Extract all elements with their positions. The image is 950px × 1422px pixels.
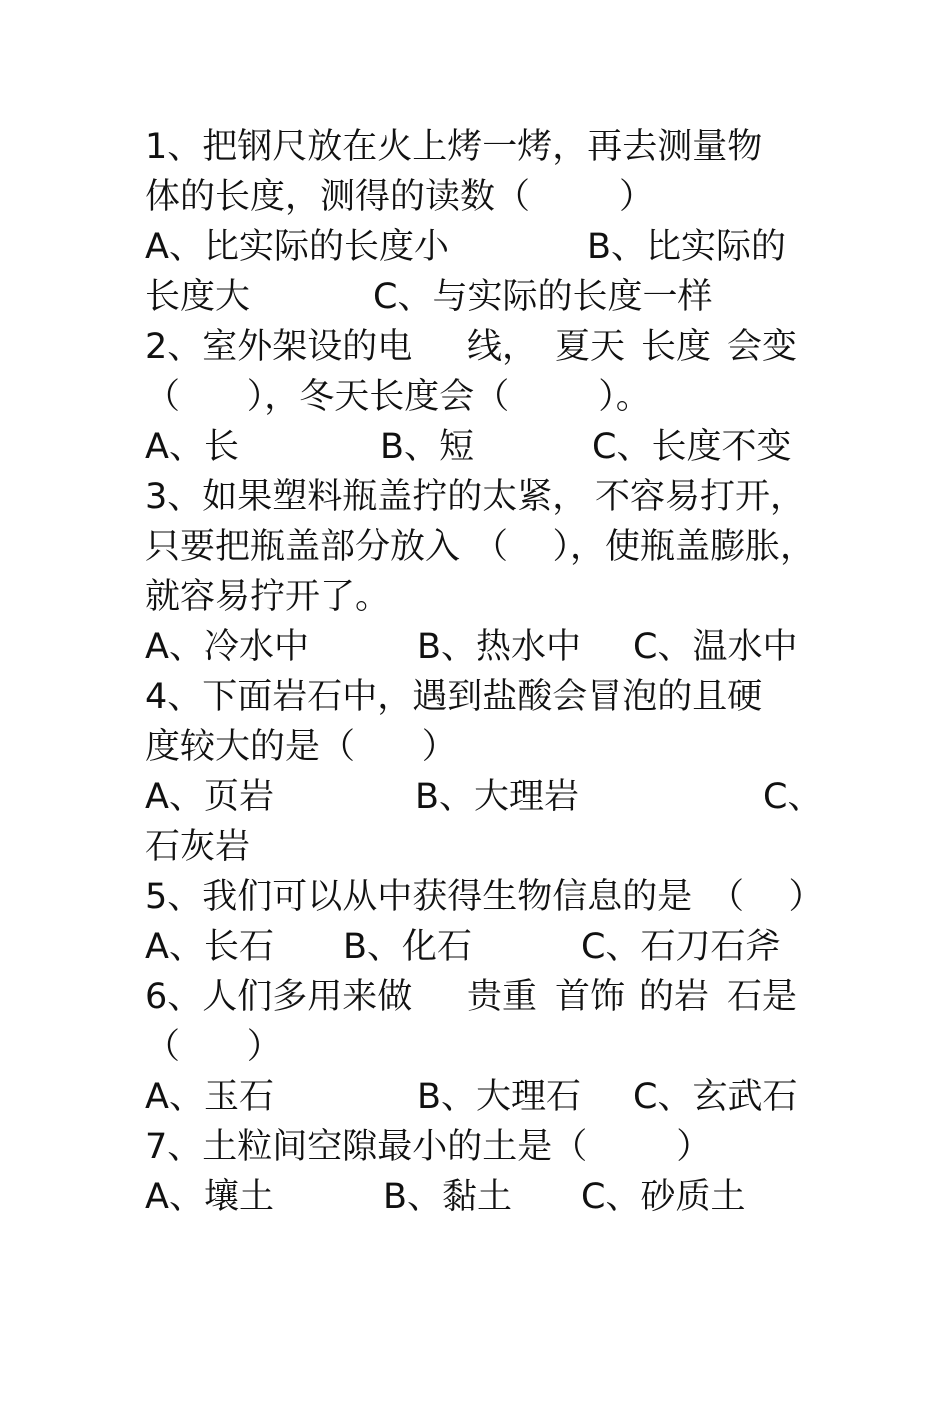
- q6-stem-text-2: （ ）: [145, 1027, 282, 1067]
- q1-stem-text-2: 体的长度，测得的读数（ ）: [145, 177, 655, 217]
- q4-option-b: B、大理岩: [415, 777, 580, 817]
- q6-option-c: C、玄武石: [633, 1077, 798, 1117]
- q2-option-a: A、长: [145, 427, 239, 467]
- q6-stem-text-a: 6、人们多用来做: [145, 977, 413, 1017]
- q3-option-a: A、冷水中: [145, 627, 309, 667]
- q1-stem-line-2: [145, 172, 654, 222]
- q1-stem-text-1: 1、把钢尺放在火上烤一烤，再去测量物: [145, 127, 763, 167]
- q3-option-c: C、温水中: [633, 627, 798, 667]
- q3-stem-text-a: 3、如果塑料瓶盖拧的太紧，: [145, 477, 588, 517]
- q5-stem-text-b: （ ）: [709, 877, 824, 917]
- q6-stem-text-b: 贵重: [467, 977, 538, 1017]
- q4-option-a: A、页岩: [145, 777, 274, 817]
- q2-stem-text-e: 会变: [727, 327, 798, 367]
- q3-stem-text-d: （ ），使瓶盖膨胀，: [473, 527, 816, 567]
- q4-options-line-2: [145, 822, 250, 872]
- q7-stem-text: 7、土粒间空隙最小的土是（ ）: [145, 1127, 712, 1167]
- q5-option-a: A、长石: [145, 927, 274, 967]
- q7-option-b: B、黏土: [383, 1177, 513, 1217]
- q2-option-c: C、长度不变: [592, 427, 792, 467]
- q4-stem-text-2: 度较大的是（ ）: [145, 727, 457, 767]
- q1-option-b: B、比实际的: [587, 227, 787, 267]
- q2-stem-text-c: 夏天: [555, 327, 626, 367]
- q2-stem-text-2: （ ），冬天长度会（ ）。: [145, 377, 651, 417]
- q3-stem-text-c: 只要把瓶盖部分放入: [145, 527, 461, 567]
- q7-option-c: C、砂质土: [581, 1177, 746, 1217]
- q1-stem-line-1: [145, 122, 762, 172]
- q7-options-line: [145, 1172, 825, 1422]
- q4-option-c: C、: [763, 777, 823, 817]
- q2-option-b: B、短: [380, 427, 475, 467]
- q1-option-c: C、与实际的长度一样: [373, 277, 713, 317]
- q1-option-b-continued: 长度大: [145, 277, 251, 317]
- q6-stem-text-d: 的岩: [639, 977, 710, 1017]
- q4-stem-text-1: 4、下面岩石中，遇到盐酸会冒泡的且硬: [145, 677, 763, 717]
- q4-stem-line-2: [145, 722, 457, 772]
- q2-stem-text-a: 2、室外架设的电: [145, 327, 413, 367]
- q5-option-b: B、化石: [343, 927, 473, 967]
- q7-stem-line: [145, 1122, 711, 1172]
- q6-option-a: A、玉石: [145, 1077, 274, 1117]
- q3-option-b: B、热水中: [417, 627, 582, 667]
- q7-option-a: A、壤土: [145, 1177, 274, 1217]
- q6-option-b: B、大理石: [417, 1077, 582, 1117]
- q4-option-c-continued: 石灰岩: [145, 827, 251, 867]
- q2-stem-text-b: 线，: [467, 327, 538, 367]
- q5-stem-text-a: 5、我们可以从中获得生物信息的是: [145, 877, 693, 917]
- q2-stem-line-2: [145, 372, 651, 422]
- q3-stem-line-3: [145, 572, 390, 622]
- q6-stem-text-c: 首饰: [555, 977, 626, 1017]
- q2-stem-text-d: 长度: [641, 327, 712, 367]
- q6-stem-line-2: [145, 1022, 282, 1072]
- q3-stem-text-b: 不容易打开，: [595, 477, 806, 517]
- q1-option-a: A、比实际的长度小: [145, 227, 449, 267]
- q6-stem-text-e: 石是: [727, 977, 798, 1017]
- q5-option-c: C、石刀石斧: [581, 927, 781, 967]
- q3-stem-text-e: 就容易拧开了。: [145, 577, 391, 617]
- q4-stem-line-1: [145, 672, 762, 722]
